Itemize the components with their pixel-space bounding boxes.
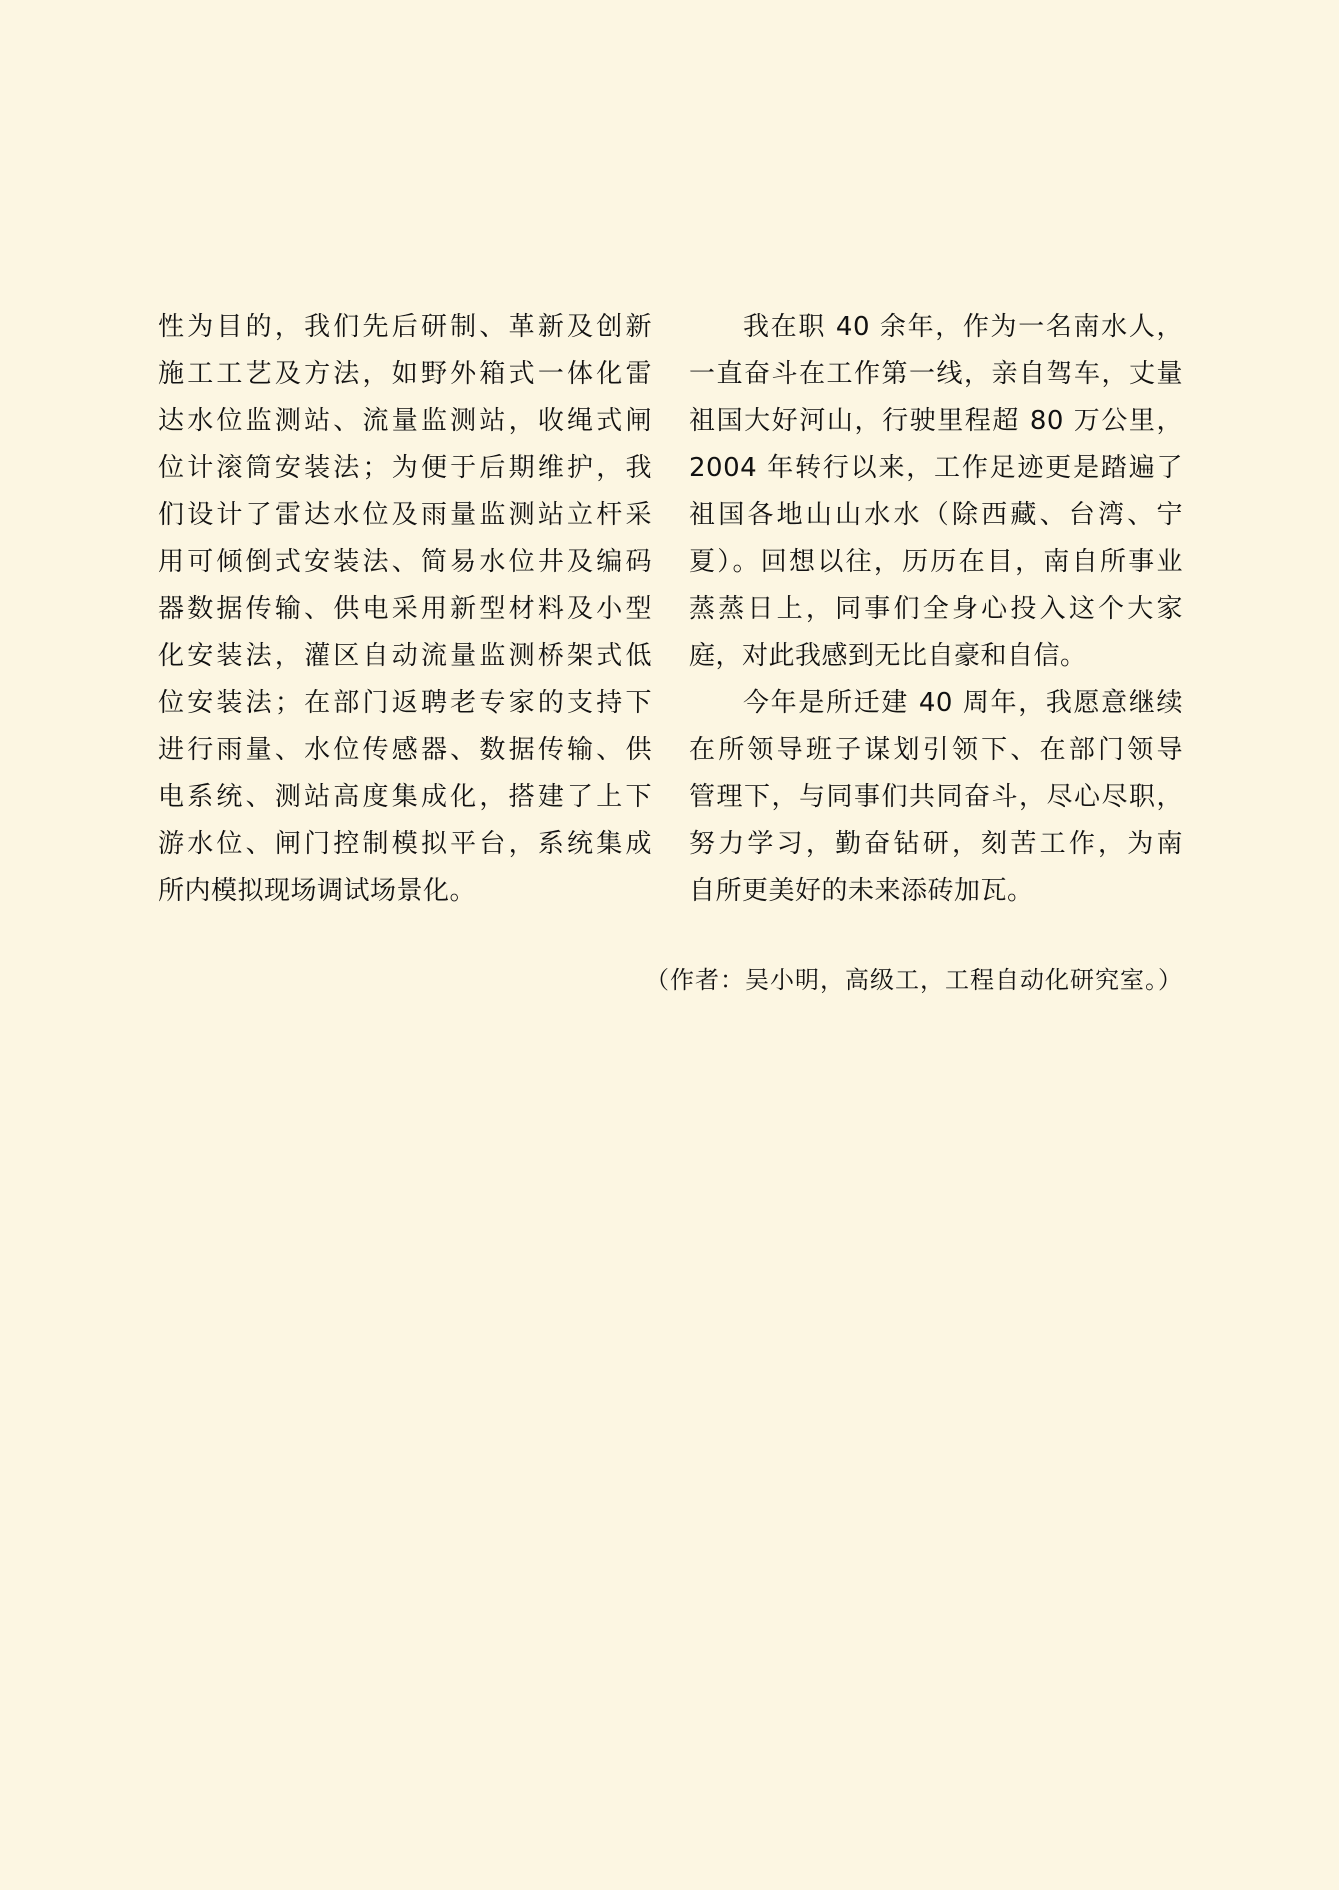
paragraph-line: 今年是所迁建 40 周年，我愿意继续 (743, 688, 1183, 718)
paragraph-line: 化安装法，灌区自动流量监测桥架式低 (158, 641, 652, 671)
paragraph-line: 器数据传输、供电采用新型材料及小型 (158, 594, 652, 624)
paragraph-line: 游水位、闸门控制模拟平台，系统集成 (158, 829, 652, 859)
left-column (158, 304, 652, 915)
paragraph-line: 2004 年转行以来，工作足迹更是踏遍了 (689, 453, 1183, 483)
paragraph-line: 庭，对此我感到无比自豪和自信。 (689, 641, 1087, 671)
paragraph-line: 达水位监测站、流量监测站，收绳式闸 (158, 406, 652, 436)
paragraph-line: 所内模拟现场调试场景化。 (158, 876, 477, 906)
paragraph-line: 在所领导班子谋划引领下、在部门领导 (689, 735, 1183, 765)
paragraph-line: 位安装法；在部门返聘老专家的支持下 (158, 688, 652, 718)
paragraph-line: 努力学习，勤奋钻研，刻苦工作，为南 (689, 829, 1183, 859)
paragraph-line: 施工工艺及方法，如野外箱式一体化雷 (158, 359, 652, 389)
paragraph-line: 位计滚筒安装法；为便于后期维护，我 (158, 453, 652, 483)
paragraph-line: 自所更美好的未来添砖加瓦。 (689, 876, 1034, 906)
paragraph-line: 用可倾倒式安装法、简易水位井及编码 (158, 547, 652, 577)
paragraph-line: 进行雨量、水位传感器、数据传输、供 (158, 735, 652, 765)
author-note: （作者：吴小明，高级工，工程自动化研究室。） (645, 966, 1183, 994)
paragraph-line: 我在职 40 余年，作为一名南水人， (743, 312, 1183, 342)
paragraph-line: 管理下，与同事们共同奋斗，尽心尽职， (689, 782, 1183, 812)
paragraph-line: 祖国各地山山水水（除西藏、台湾、宁 (689, 500, 1183, 530)
paragraph-line: 蒸蒸日上，同事们全身心投入这个大家 (689, 594, 1183, 624)
paragraph-line: 祖国大好河山，行驶里程超 80 万公里， (689, 406, 1183, 436)
right-column (689, 304, 1183, 915)
paragraph-line: 夏）。回想以往，历历在目，南自所事业 (689, 547, 1183, 577)
paragraph-line: 一直奋斗在工作第一线，亲自驾车，丈量 (689, 359, 1183, 389)
paragraph-line: 性为目的，我们先后研制、革新及创新 (158, 312, 652, 342)
paragraph-line: 电系统、测站高度集成化，搭建了上下 (158, 782, 652, 812)
paragraph-line: 们设计了雷达水位及雨量监测站立杆采 (158, 500, 652, 530)
